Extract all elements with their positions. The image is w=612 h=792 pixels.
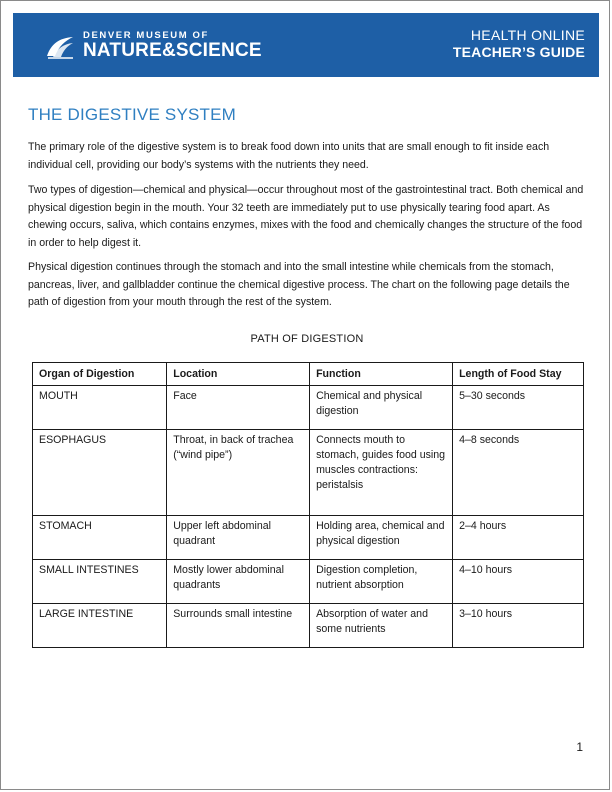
cell-location: Throat, in back of trachea (“wind pipe”): [167, 430, 310, 516]
logo-main-text: NATURE&SCIENCE: [83, 40, 262, 61]
cell-length: 4–10 hours: [453, 560, 584, 604]
cell-location: Upper left abdominal quadrant: [167, 516, 310, 560]
table-header-row: [33, 363, 584, 386]
intro-paragraph: The primary role of the digestive system is to break food down into units that are small enough to fit inside each individual cell, providing our body’s systems with the nutrients they need.: [28, 141, 550, 171]
header-organ: Organ of Digestion: [33, 363, 167, 386]
header-function: Function: [310, 363, 453, 386]
museum-logo: [45, 30, 275, 64]
table-caption: PATH OF DIGESTION: [250, 333, 364, 345]
cell-organ: STOMACH: [33, 516, 167, 560]
teachers-guide-label: TEACHER’S GUIDE: [452, 44, 585, 60]
cell-organ: LARGE INTESTINE: [33, 604, 167, 648]
cell-location: Mostly lower abdominal quadrants: [167, 560, 310, 604]
logo-top-text: DENVER MUSEUM OF: [83, 30, 209, 41]
cell-length: 4–8 seconds: [453, 430, 584, 516]
page-title: THE DIGESTIVE SYSTEM: [28, 105, 237, 124]
cell-length: 5–30 seconds: [453, 386, 584, 430]
cell-location: Face: [167, 386, 310, 430]
cell-function: Digestion completion, nutrient absorption: [310, 560, 453, 604]
header-location: Location: [167, 363, 310, 386]
cell-function: Absorption of water and some nutrients: [310, 604, 453, 648]
museum-emblem-icon: [45, 34, 75, 60]
cell-organ: ESOPHAGUS: [33, 430, 167, 516]
table-row: [33, 430, 584, 516]
digestion-types-paragraph: Two types of digestion—chemical and physical—occur throughout most of the gastrointestinal tract. Both chemical and physical digestion begin in the mouth. Your 32 teeth are immediately put to use physically tearing food apart. As chewing occurs, saliva, which contains enzymes, mixes with the food and chemically changes the structure of the food in order to help digest it.: [28, 184, 584, 249]
digestion-table: [32, 362, 584, 648]
cell-function: Connects mouth to stomach, guides food using muscles contractions: peristalsis: [310, 430, 453, 516]
table-row: [33, 604, 584, 648]
guide-label: [453, 27, 585, 60]
cell-function: Holding area, chemical and physical digestion: [310, 516, 453, 560]
table-row: [33, 516, 584, 560]
cell-organ: MOUTH: [33, 386, 167, 430]
health-online-label: HEALTH ONLINE: [470, 27, 585, 43]
table-row: [33, 560, 584, 604]
cell-organ: SMALL INTESTINES: [33, 560, 167, 604]
table-row: [33, 386, 584, 430]
cell-length: 3–10 hours: [453, 604, 584, 648]
cell-length: 2–4 hours: [453, 516, 584, 560]
header-banner: [13, 13, 599, 77]
physical-digestion-paragraph: Physical digestion continues through the stomach and into the small intestine while chemicals from the stomach, pancreas, liver, and gallbladder continue the chemical digestive process. The chart on the following page details the path of digestion from your mouth through the rest of the system.: [28, 261, 570, 308]
cell-function: Chemical and physical digestion: [310, 386, 453, 430]
cell-location: Surrounds small intestine: [167, 604, 310, 648]
header-length: Length of Food Stay: [453, 363, 584, 386]
page-number: 1: [576, 740, 583, 754]
